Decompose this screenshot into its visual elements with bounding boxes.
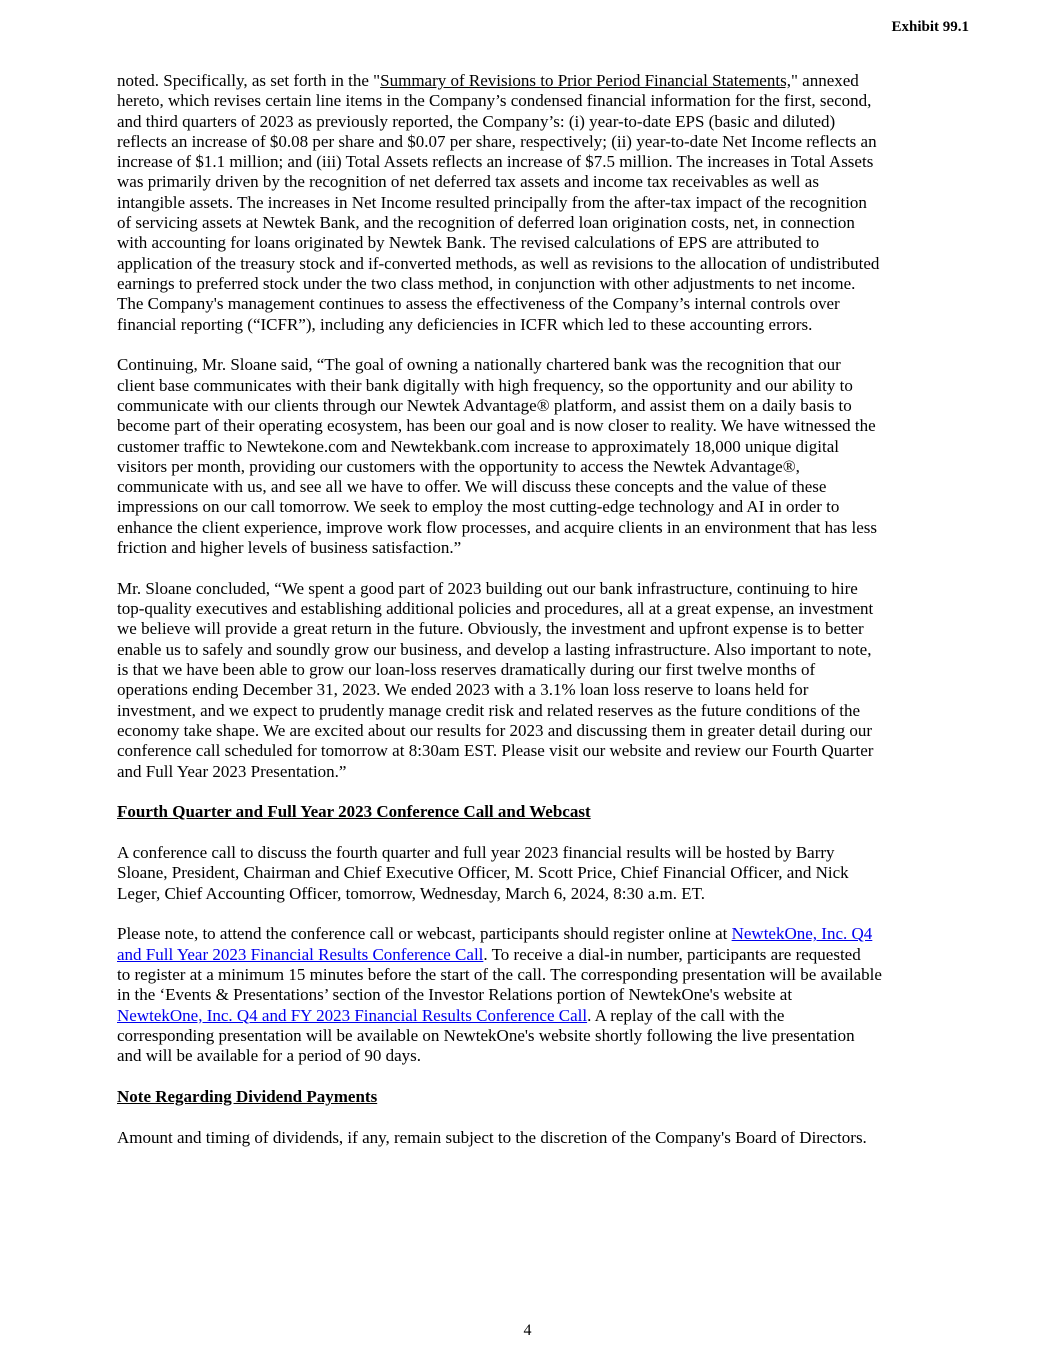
paragraph (117, 71, 977, 335)
text-line (117, 233, 977, 253)
text-line (117, 924, 977, 944)
text-segment: we believe will provide a great return in the future. Obviously, the investment and upfront expense is to better (117, 619, 864, 639)
text-segment: top-quality executives and establishing additional policies and procedures, all at a great expense, an investment (117, 599, 874, 619)
page-number: 4 (523, 1322, 532, 1339)
text-line (117, 843, 977, 863)
text-segment: customer traffic to Newtekone.com and Newtekbank.com increase to approximately 18,000 unique digital (117, 436, 839, 456)
text-line (117, 71, 977, 91)
conference-call-link[interactable]: and Full Year 2023 Financial Results Conference Call (117, 944, 484, 964)
paragraph (117, 1128, 977, 1148)
text-line (117, 985, 977, 1005)
text-segment: noted. Specifically, as set forth in the " (117, 71, 381, 90)
text-line (117, 315, 977, 335)
exhibit-label: Exhibit 99.1 (891, 19, 969, 35)
text-line (117, 193, 977, 213)
text-line (117, 741, 977, 761)
text-line (117, 863, 977, 883)
text-line (117, 497, 977, 517)
text-segment: Mr. Sloane concluded, “We spent a good part of 2023 building out our bank infrastructure, continuing to hire (117, 578, 858, 598)
text-segment: . A replay of the call with the (587, 1005, 785, 1025)
text-segment: client base communicates with their bank digitally with high frequency, so the opportunity and our ability to (117, 375, 853, 395)
text-segment: Note Regarding Dividend Payments (117, 1087, 378, 1107)
paragraph (117, 355, 977, 558)
text-segment: Amount and timing of dividends, if any, remain subject to the discretion of the Company's Board of Directors. (117, 1127, 867, 1147)
text-segment: and third quarters of 2023 as previously reported, the Company’s: (i) year-to-date EPS (basic and diluted) (117, 111, 836, 131)
text-line (117, 1087, 977, 1107)
paragraph (117, 843, 977, 904)
text-line (117, 132, 977, 152)
text-segment: . To receive a dial-in number, participants are requested (483, 944, 861, 964)
text-segment: reflects an increase of $0.08 per share and $0.07 per share, respectively; (ii) year-to-date Net Income reflects an (117, 131, 877, 151)
text-line (117, 640, 977, 660)
text-line (117, 254, 977, 274)
text-segment: application of the treasury stock and if-converted methods, as well as revisions to the allocation of undistributed (117, 253, 880, 273)
text-line (117, 152, 977, 172)
text-line (117, 91, 977, 111)
text-segment: and Full Year 2023 Presentation.” (117, 761, 347, 781)
text-segment: Sloane, President, Chairman and Chief Executive Officer, M. Scott Price, Chief Financial Officer, and Nick (117, 863, 849, 883)
text-line (117, 1026, 977, 1046)
text-segment: economy take shape. We are excited about our results for 2023 and discussing them in greater detail during our (117, 720, 873, 740)
text-line (117, 619, 977, 639)
text-segment: A conference call to discuss the fourth quarter and full year 2023 financial results will be hosted by Barry (117, 843, 835, 863)
text-segment: is that we have been able to grow our loan-loss reserves dramatically during our first twelve months of (117, 660, 816, 680)
text-segment: Leger, Chief Accounting Officer, tomorrow, Wednesday, March 6, 2024, 8:30 a.m. ET. (117, 883, 706, 903)
text-line (117, 294, 977, 314)
conference-call-link[interactable]: NewtekOne, Inc. Q4 (731, 924, 873, 944)
text-segment: " annexed (790, 71, 859, 90)
text-line (117, 355, 977, 375)
text-line (117, 518, 977, 538)
document-body (117, 71, 977, 1169)
text-segment: friction and higher levels of business satisfaction.” (117, 538, 462, 558)
text-line (117, 1006, 977, 1026)
text-line (117, 802, 977, 822)
text-segment: enable us to safely and soundly grow our business, and develop a lasting infrastructure. Also important to note, (117, 639, 872, 659)
text-line (117, 376, 977, 396)
text-line (117, 538, 977, 558)
text-line (117, 660, 977, 680)
text-line (117, 416, 977, 436)
conference-call-link[interactable]: NewtekOne, Inc. Q4 and FY 2023 Financial Results Conference Call (117, 1005, 588, 1025)
text-line (117, 680, 977, 700)
text-segment: in the ‘Events & Presentations’ section of the Investor Relations portion of NewtekOne's website at (117, 985, 793, 1005)
text-line (117, 396, 977, 416)
text-segment: The Company's management continues to assess the effectiveness of the Company’s internal controls over (117, 294, 840, 314)
text-segment: earnings to preferred stock under the two class method, in conjunction with other adjustments to net income. (117, 273, 856, 293)
text-segment: of servicing assets at Newtek Bank, and the recognition of deferred loan origination costs, net, in connection (117, 213, 855, 233)
text-segment: Please note, to attend the conference call or webcast, participants should register online at (117, 924, 732, 944)
text-line (117, 437, 977, 457)
text-segment: intangible assets. The increases in Net Income resulted principally from the after-tax impact of the recognition (117, 192, 867, 212)
text-segment: enhance the client experience, improve work flow processes, and acquire clients in an environment that has less (117, 517, 878, 537)
text-segment: Fourth Quarter and Full Year 2023 Conference Call and Webcast (117, 802, 591, 822)
text-line (117, 1046, 977, 1066)
text-segment: hereto, which revises certain line items in the Company’s condensed financial information for the first, second, (117, 91, 872, 111)
text-segment: investment, and we expect to prudently manage credit risk and related reserves as the future conditions of the (117, 700, 861, 720)
text-line (117, 945, 977, 965)
section-heading (117, 1087, 977, 1107)
section-heading (117, 802, 977, 822)
text-line (117, 884, 977, 904)
text-line (117, 457, 977, 477)
underlined-reference: Summary of Revisions to Prior Period Financial Statements, (380, 71, 791, 90)
text-segment: corresponding presentation will be available on NewtekOne's website shortly following the live presentation (117, 1025, 855, 1045)
text-segment: visitors per month, providing our customers with the opportunity to access the Newtek Advantage®, (117, 456, 800, 476)
paragraph (117, 579, 977, 782)
text-segment: operations ending December 31, 2023. We ended 2023 with a 3.1% loan loss reserve to loans held for (117, 680, 809, 700)
text-segment: communicate with us, and see all we have to offer. We will discuss these concepts and the value of these (117, 477, 827, 497)
text-line (117, 1128, 977, 1148)
text-line (117, 172, 977, 192)
text-segment: communicate with our clients through our Newtek Advantage® platform, and assist them on a daily basis to (117, 395, 852, 415)
text-segment: was primarily driven by the recognition of net deferred tax assets and income tax receivables as well as (117, 172, 819, 192)
text-line (117, 112, 977, 132)
text-segment: to register at a minimum 15 minutes before the start of the call. The corresponding presentation will be available (117, 965, 882, 985)
text-line (117, 477, 977, 497)
text-segment: become part of their operating ecosystem, has been our goal and is now closer to reality. We have witnessed the (117, 416, 876, 436)
text-segment: increase of $1.1 million; and (iii) Total Assets reflects an increase of $7.5 million. The increases in Total Assets (117, 152, 874, 172)
text-segment: conference call scheduled for tomorrow at 8:30am EST. Please visit our website and review our Fourth Quarter (117, 741, 874, 761)
text-segment: and will be available for a period of 90 days. (117, 1046, 422, 1066)
text-line (117, 721, 977, 741)
text-line (117, 701, 977, 721)
text-line (117, 965, 977, 985)
text-line (117, 213, 977, 233)
paragraph (117, 924, 977, 1066)
text-segment: Continuing, Mr. Sloane said, “The goal of owning a nationally chartered bank was the recognition that our (117, 355, 841, 375)
text-segment: financial reporting (“ICFR”), including any deficiencies in ICFR which led to these accounting errors. (117, 314, 813, 334)
text-segment: with accounting for loans originated by Newtek Bank. The revised calculations of EPS are attributed to (117, 233, 820, 253)
text-line (117, 762, 977, 782)
text-line (117, 579, 977, 599)
text-line (117, 599, 977, 619)
text-segment: impressions on our call tomorrow. We seek to employ the most cutting-edge technology and AI in order to (117, 497, 840, 517)
text-line (117, 274, 977, 294)
